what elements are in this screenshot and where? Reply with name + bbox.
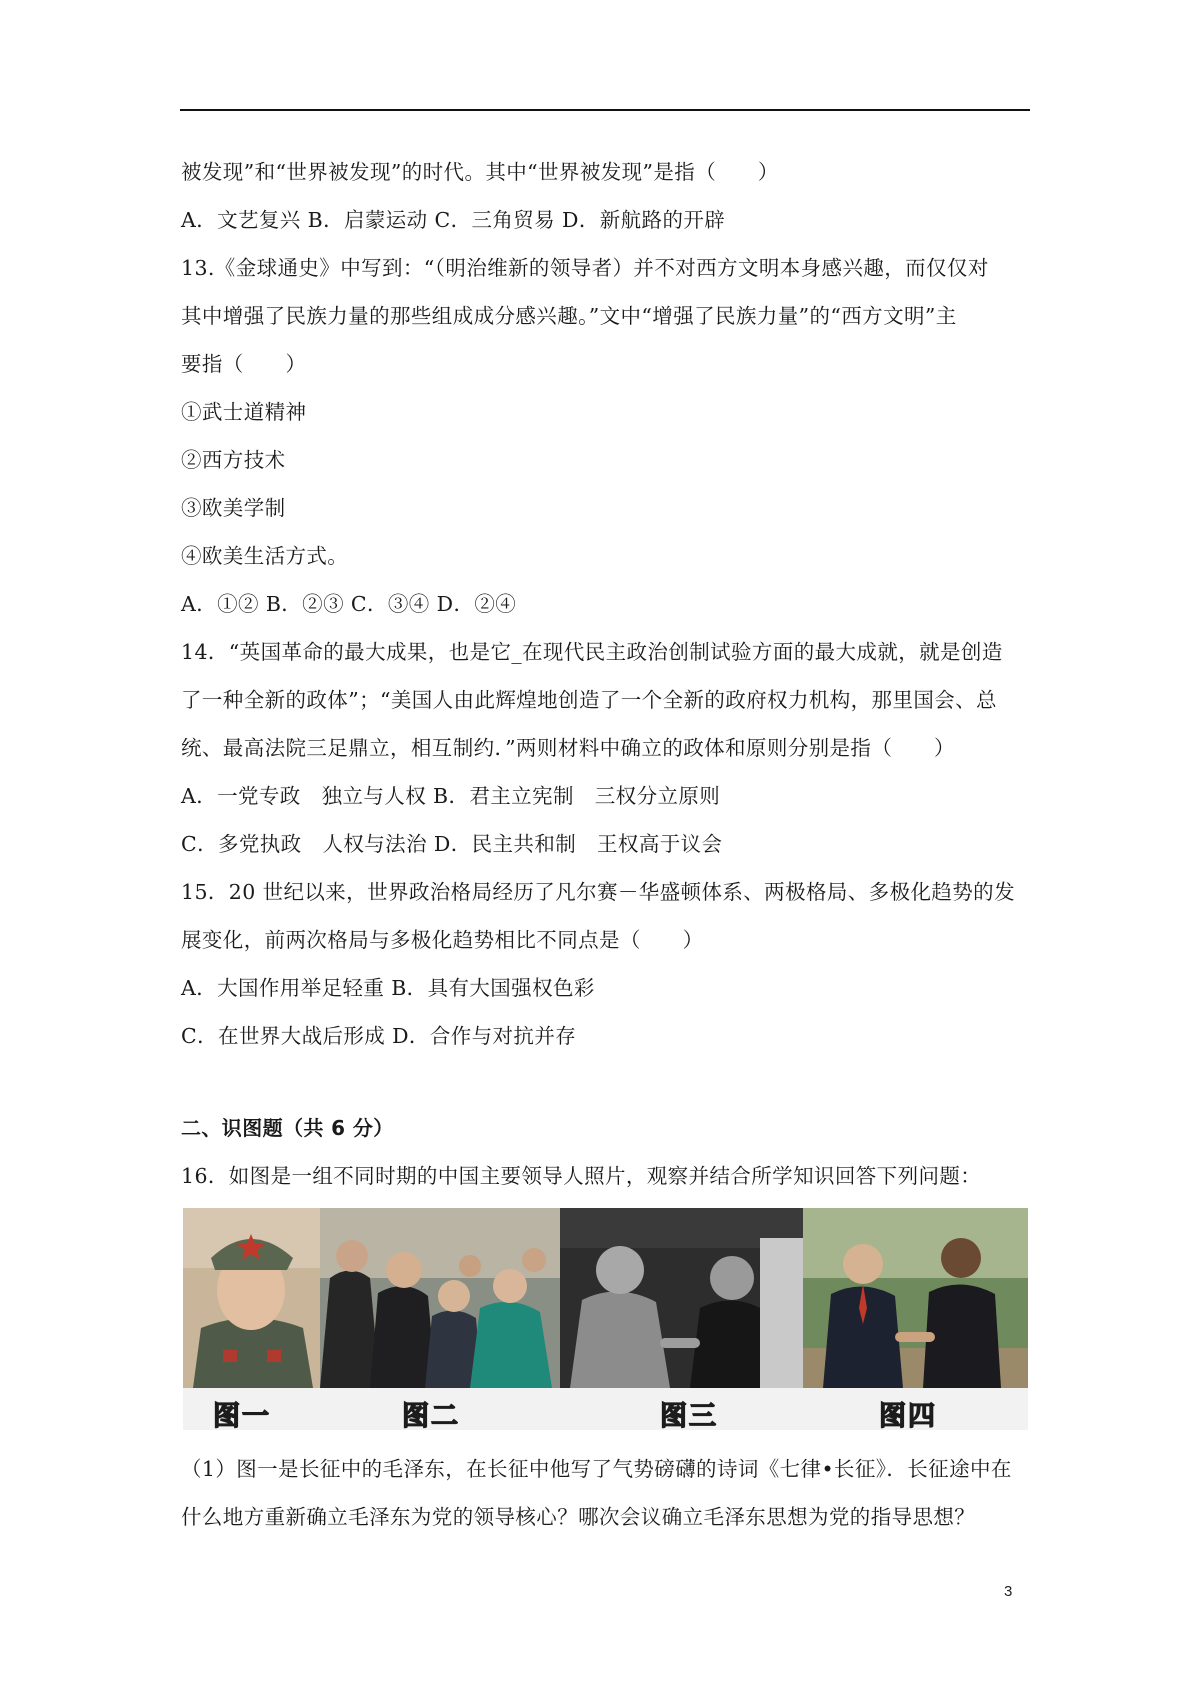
figure-caption-3: 图三 — [660, 1401, 718, 1430]
figure-caption-4: 图四 — [879, 1401, 937, 1430]
photo-1-image — [183, 1208, 320, 1388]
section-title: 二、识图题（共 6 分） — [181, 1116, 394, 1140]
q14-text-3: 统、最高法院三足鼎立，相互制约．”两则材料中确立的政体和原则分别是指（ ） — [181, 736, 955, 760]
q12-text-cont: 被发现”和“世界被发现”的时代。其中“世界被发现”是指（ ） — [181, 160, 779, 184]
q13-item-3: ③欧美学制 — [181, 496, 286, 520]
q13-text-2: 其中增强了民族力量的那些组成成分感兴趣。”文中“增强了民族力量”的“西方文明”主 — [181, 304, 957, 328]
q15-text-2: 展变化，前两次格局与多极化趋势相比不同点是（ ） — [181, 928, 704, 952]
photo-2-image — [320, 1208, 560, 1388]
q14-text-1: 14．“英国革命的最大成果，也是它_在现代民主政治创制试验方面的最大成就，就是创造 — [181, 640, 1003, 664]
photo-3 — [560, 1208, 803, 1430]
q14-options-1: A．一党专政 独立与人权 B．君主立宪制 三权分立原则 — [181, 784, 721, 808]
page-number: 3 — [1004, 1583, 1013, 1600]
figure-caption-2: 图二 — [402, 1401, 460, 1430]
q15-text-1: 15．20 世纪以来，世界政治格局经历了凡尔赛－华盛顿体系、两极格局、多极化趋势的发 — [181, 880, 1015, 904]
leaders-photo-strip — [183, 1208, 1028, 1430]
photo-3-image — [560, 1208, 803, 1388]
q13-item-1: ①武士道精神 — [181, 400, 307, 424]
q16-part1-line-2: 什么地方重新确立毛泽东为党的领导核心？哪次会议确立毛泽东思想为党的指导思想？ — [181, 1505, 976, 1529]
q14-options-2: C．多党执政 人权与法治 D．民主共和制 王权高于议会 — [181, 832, 723, 856]
q13-item-4: ④欧美生活方式。 — [181, 544, 349, 568]
q15-options-2: C．在世界大战后形成 D．合作与对抗并存 — [181, 1024, 577, 1048]
q15-options-1: A．大国作用举足轻重 B．具有大国强权色彩 — [181, 976, 595, 1000]
q13-item-2: ②西方技术 — [181, 448, 286, 472]
q14-text-2: 了一种全新的政体”；“美国人由此辉煌地创造了一个全新的政府权力机构，那里国会、总 — [181, 688, 997, 712]
photo-4 — [803, 1208, 1028, 1430]
q16-part1-line-1: （1）图一是长征中的毛泽东，在长征中他写了气势磅礴的诗词《七律•长征》．长征途中在 — [181, 1457, 1012, 1481]
q12-options: A．文艺复兴 B．启蒙运动 C．三角贸易 D．新航路的开辟 — [181, 208, 726, 232]
q16-intro: 16．如图是一组不同时期的中国主要领导人照片，观察并结合所学知识回答下列问题： — [181, 1164, 982, 1188]
q13-options: A．①② B．②③ C．③④ D．②④ — [181, 592, 517, 616]
photo-1 — [183, 1208, 320, 1430]
figure-caption-1: 图一 — [213, 1401, 271, 1430]
q13-text-1: 13.《金球通史》中写到：“（明治维新的领导者）并不对西方文明本身感兴趣，而仅仅对 — [181, 256, 989, 280]
photo-4-image — [803, 1208, 1028, 1388]
q13-text-3: 要指（ ） — [181, 352, 307, 376]
photo-2 — [320, 1208, 560, 1430]
header-rule — [180, 109, 1030, 111]
